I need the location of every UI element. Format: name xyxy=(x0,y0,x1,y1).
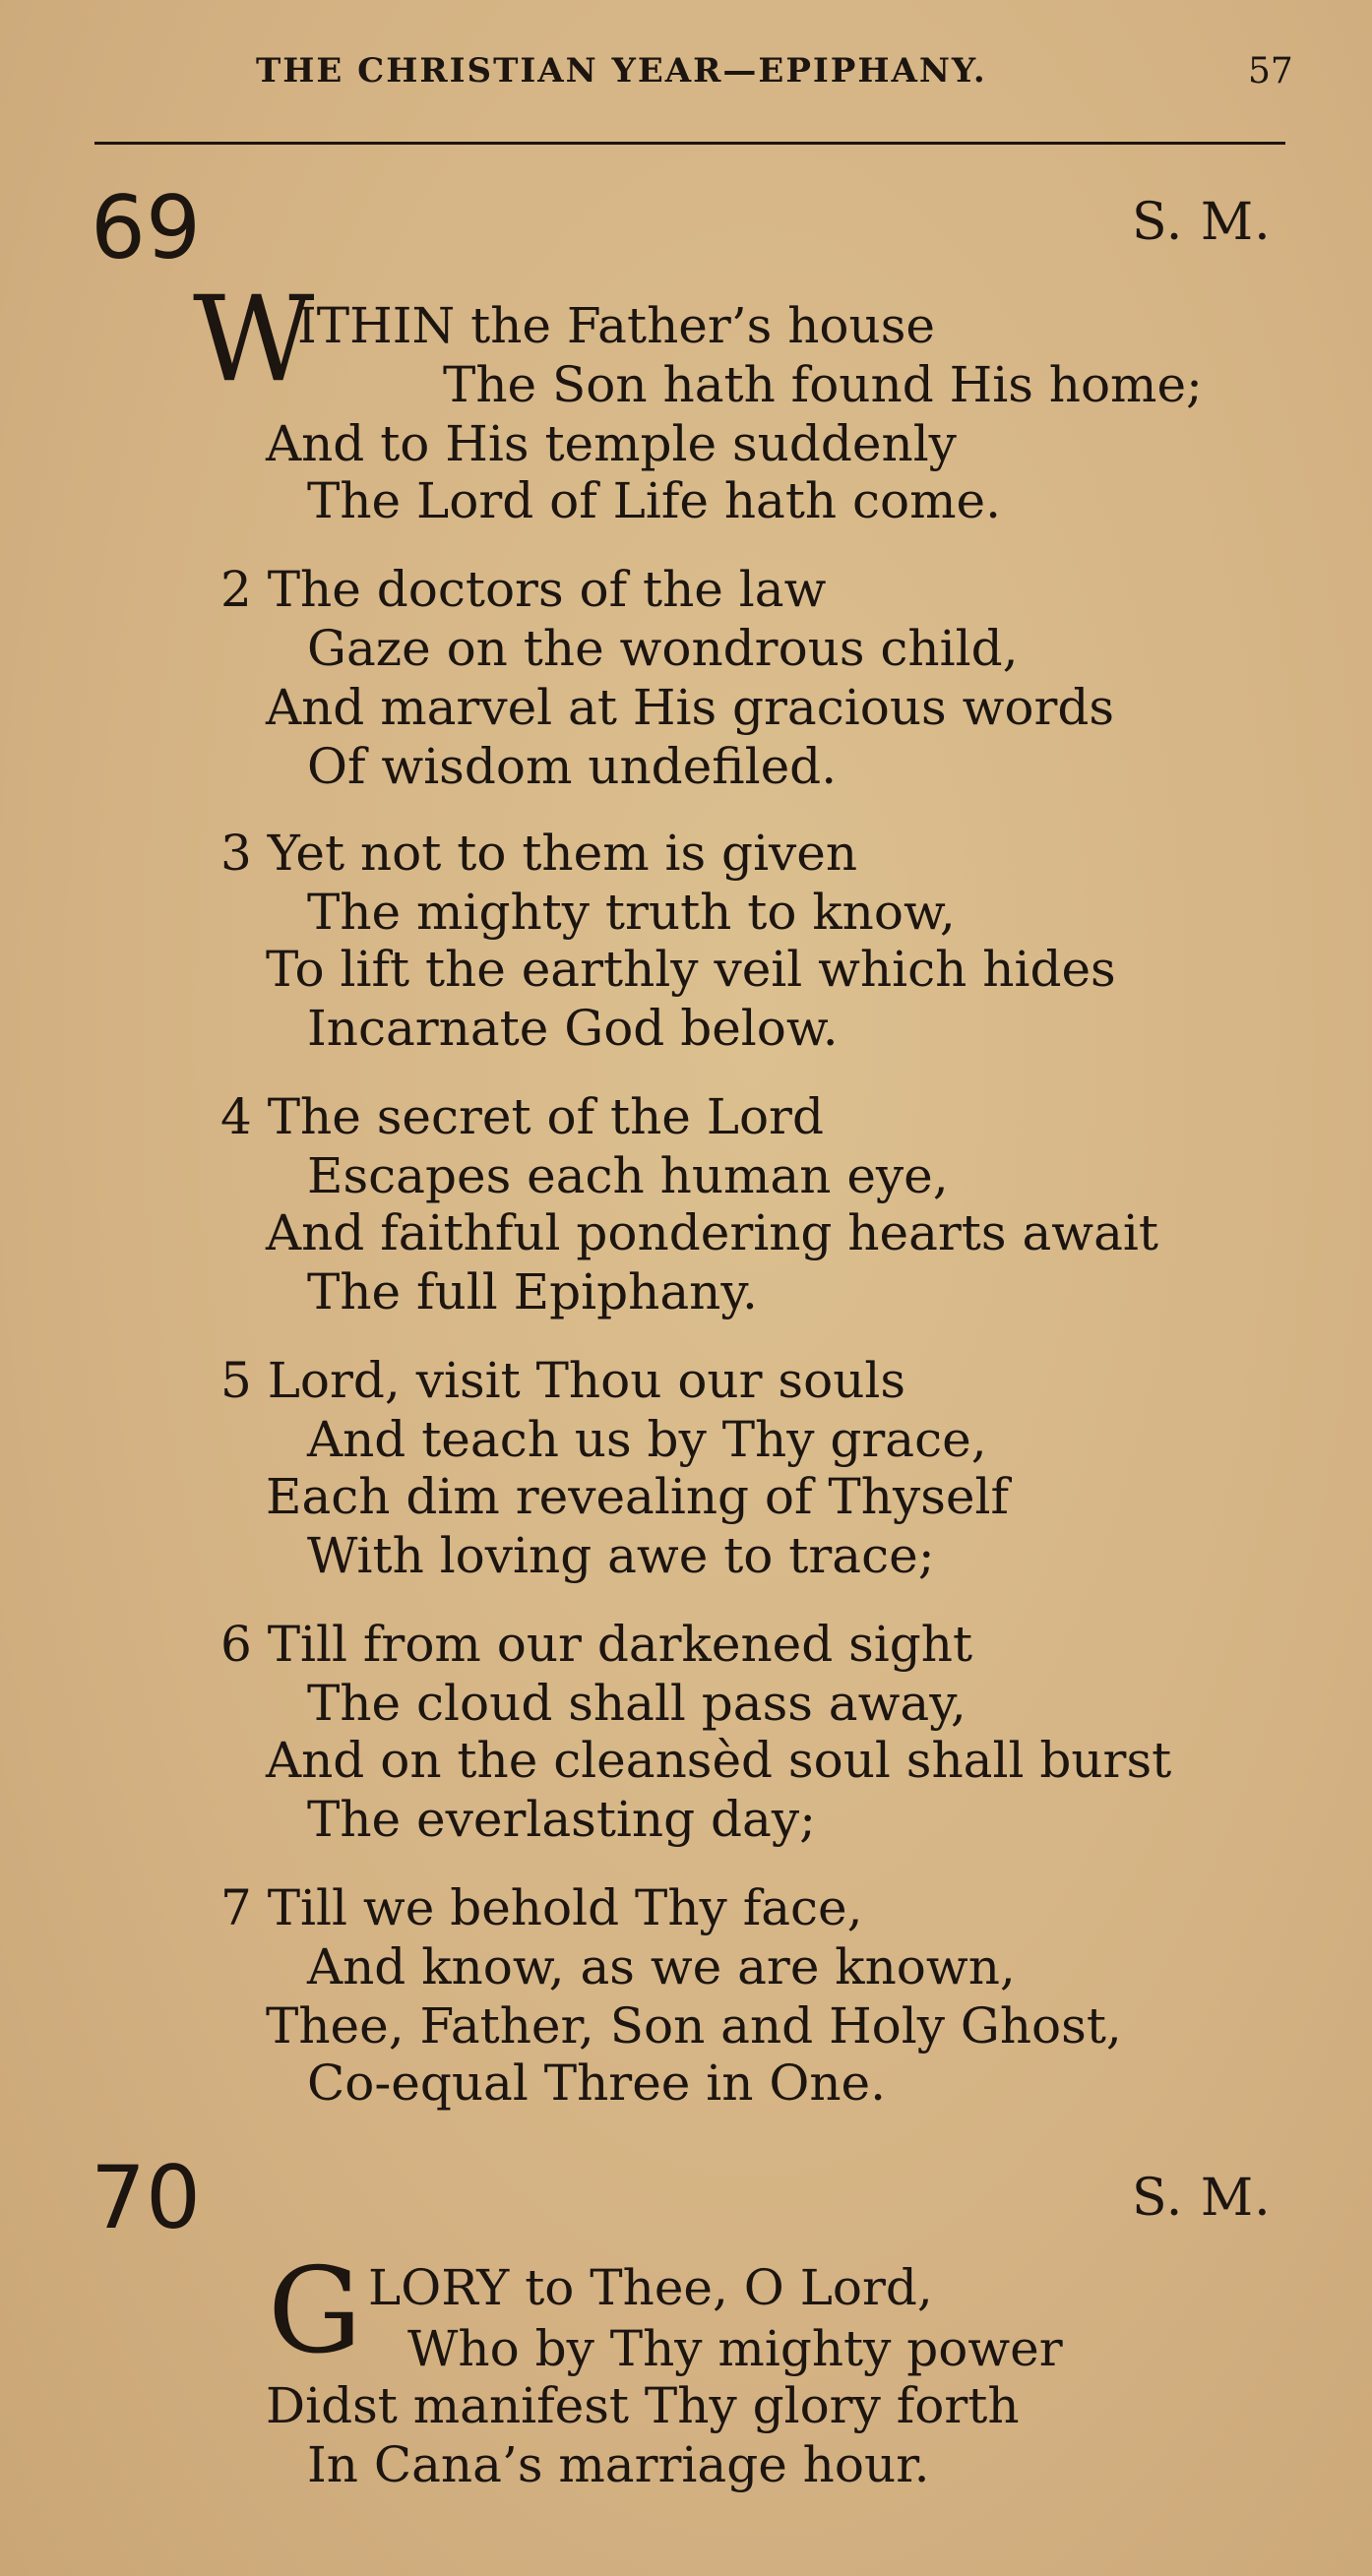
drop-cap: G xyxy=(268,2243,362,2380)
hymn-line: 3 Yet not to them is given xyxy=(220,825,858,882)
hymn-line: The mighty truth to know, xyxy=(307,884,956,941)
hymn-line: 7 Till we behold Thy face, xyxy=(220,1879,863,1936)
hymn-line: And marvel at His gracious words xyxy=(266,679,1115,736)
hymn-line: To lift the earthly veil which hides xyxy=(266,941,1116,998)
hymn-line: ITHIN the Father’s house xyxy=(297,297,935,354)
hymn-line: Who by Thy mighty power xyxy=(407,2320,1063,2377)
drop-cap: W xyxy=(193,272,315,408)
hymn-line: And faithful pondering hearts await xyxy=(266,1204,1158,1261)
page-number: 57 xyxy=(1248,51,1293,92)
hymn-line: Of wisdom undefiled. xyxy=(307,738,838,795)
hymn-line: 4 The secret of the Lord xyxy=(220,1088,824,1145)
hymn-line: Each dim revealing of Thyself xyxy=(266,1468,1009,1525)
hymn-line: And know, as we are known, xyxy=(307,1938,1016,1995)
hymn-line: Didst manifest Thy glory forth xyxy=(266,2377,1020,2434)
hymn-line: The cloud shall pass away, xyxy=(307,1675,967,1732)
hymn-number: 70 xyxy=(91,2147,201,2248)
header-rule xyxy=(94,142,1285,145)
hymn-line: With loving awe to trace; xyxy=(307,1527,935,1584)
hymn-line: Escapes each human eye, xyxy=(307,1147,949,1204)
hymn-meter: S. M. xyxy=(1132,193,1272,252)
hymn-meter: S. M. xyxy=(1132,2169,1272,2228)
hymn-line: Thee, Father, Son and Holy Ghost, xyxy=(266,1997,1122,2055)
hymn-line: LORY to Thee, O Lord, xyxy=(368,2259,933,2316)
hymn-line: And on the cleansèd soul shall burst xyxy=(266,1732,1172,1789)
hymn-line: And teach us by Thy grace, xyxy=(307,1411,987,1468)
hymn-line: And to His temple suddenly xyxy=(266,415,957,472)
hymn-line: The Son hath found His home; xyxy=(443,356,1203,413)
hymn-line: 6 Till from our darkened sight xyxy=(220,1616,973,1673)
hymn-number: 69 xyxy=(91,177,201,278)
hymn-line: The full Epiphany. xyxy=(307,1263,758,1320)
hymn-line: The everlasting day; xyxy=(307,1791,816,1848)
hymn-line: Incarnate God below. xyxy=(307,1000,839,1057)
hymn-line: The Lord of Life hath come. xyxy=(307,472,1002,529)
hymn-line: 2 The doctors of the law xyxy=(220,561,827,618)
running-head: THE CHRISTIAN YEAR—EPIPHANY. xyxy=(256,51,987,91)
hymn-line: Co-equal Three in One. xyxy=(307,2055,887,2112)
hymn-line: 5 Lord, visit Thou our souls xyxy=(220,1352,906,1409)
hymn-line: In Cana’s marriage hour. xyxy=(307,2436,930,2493)
hymn-line: Gaze on the wondrous child, xyxy=(307,620,1019,677)
